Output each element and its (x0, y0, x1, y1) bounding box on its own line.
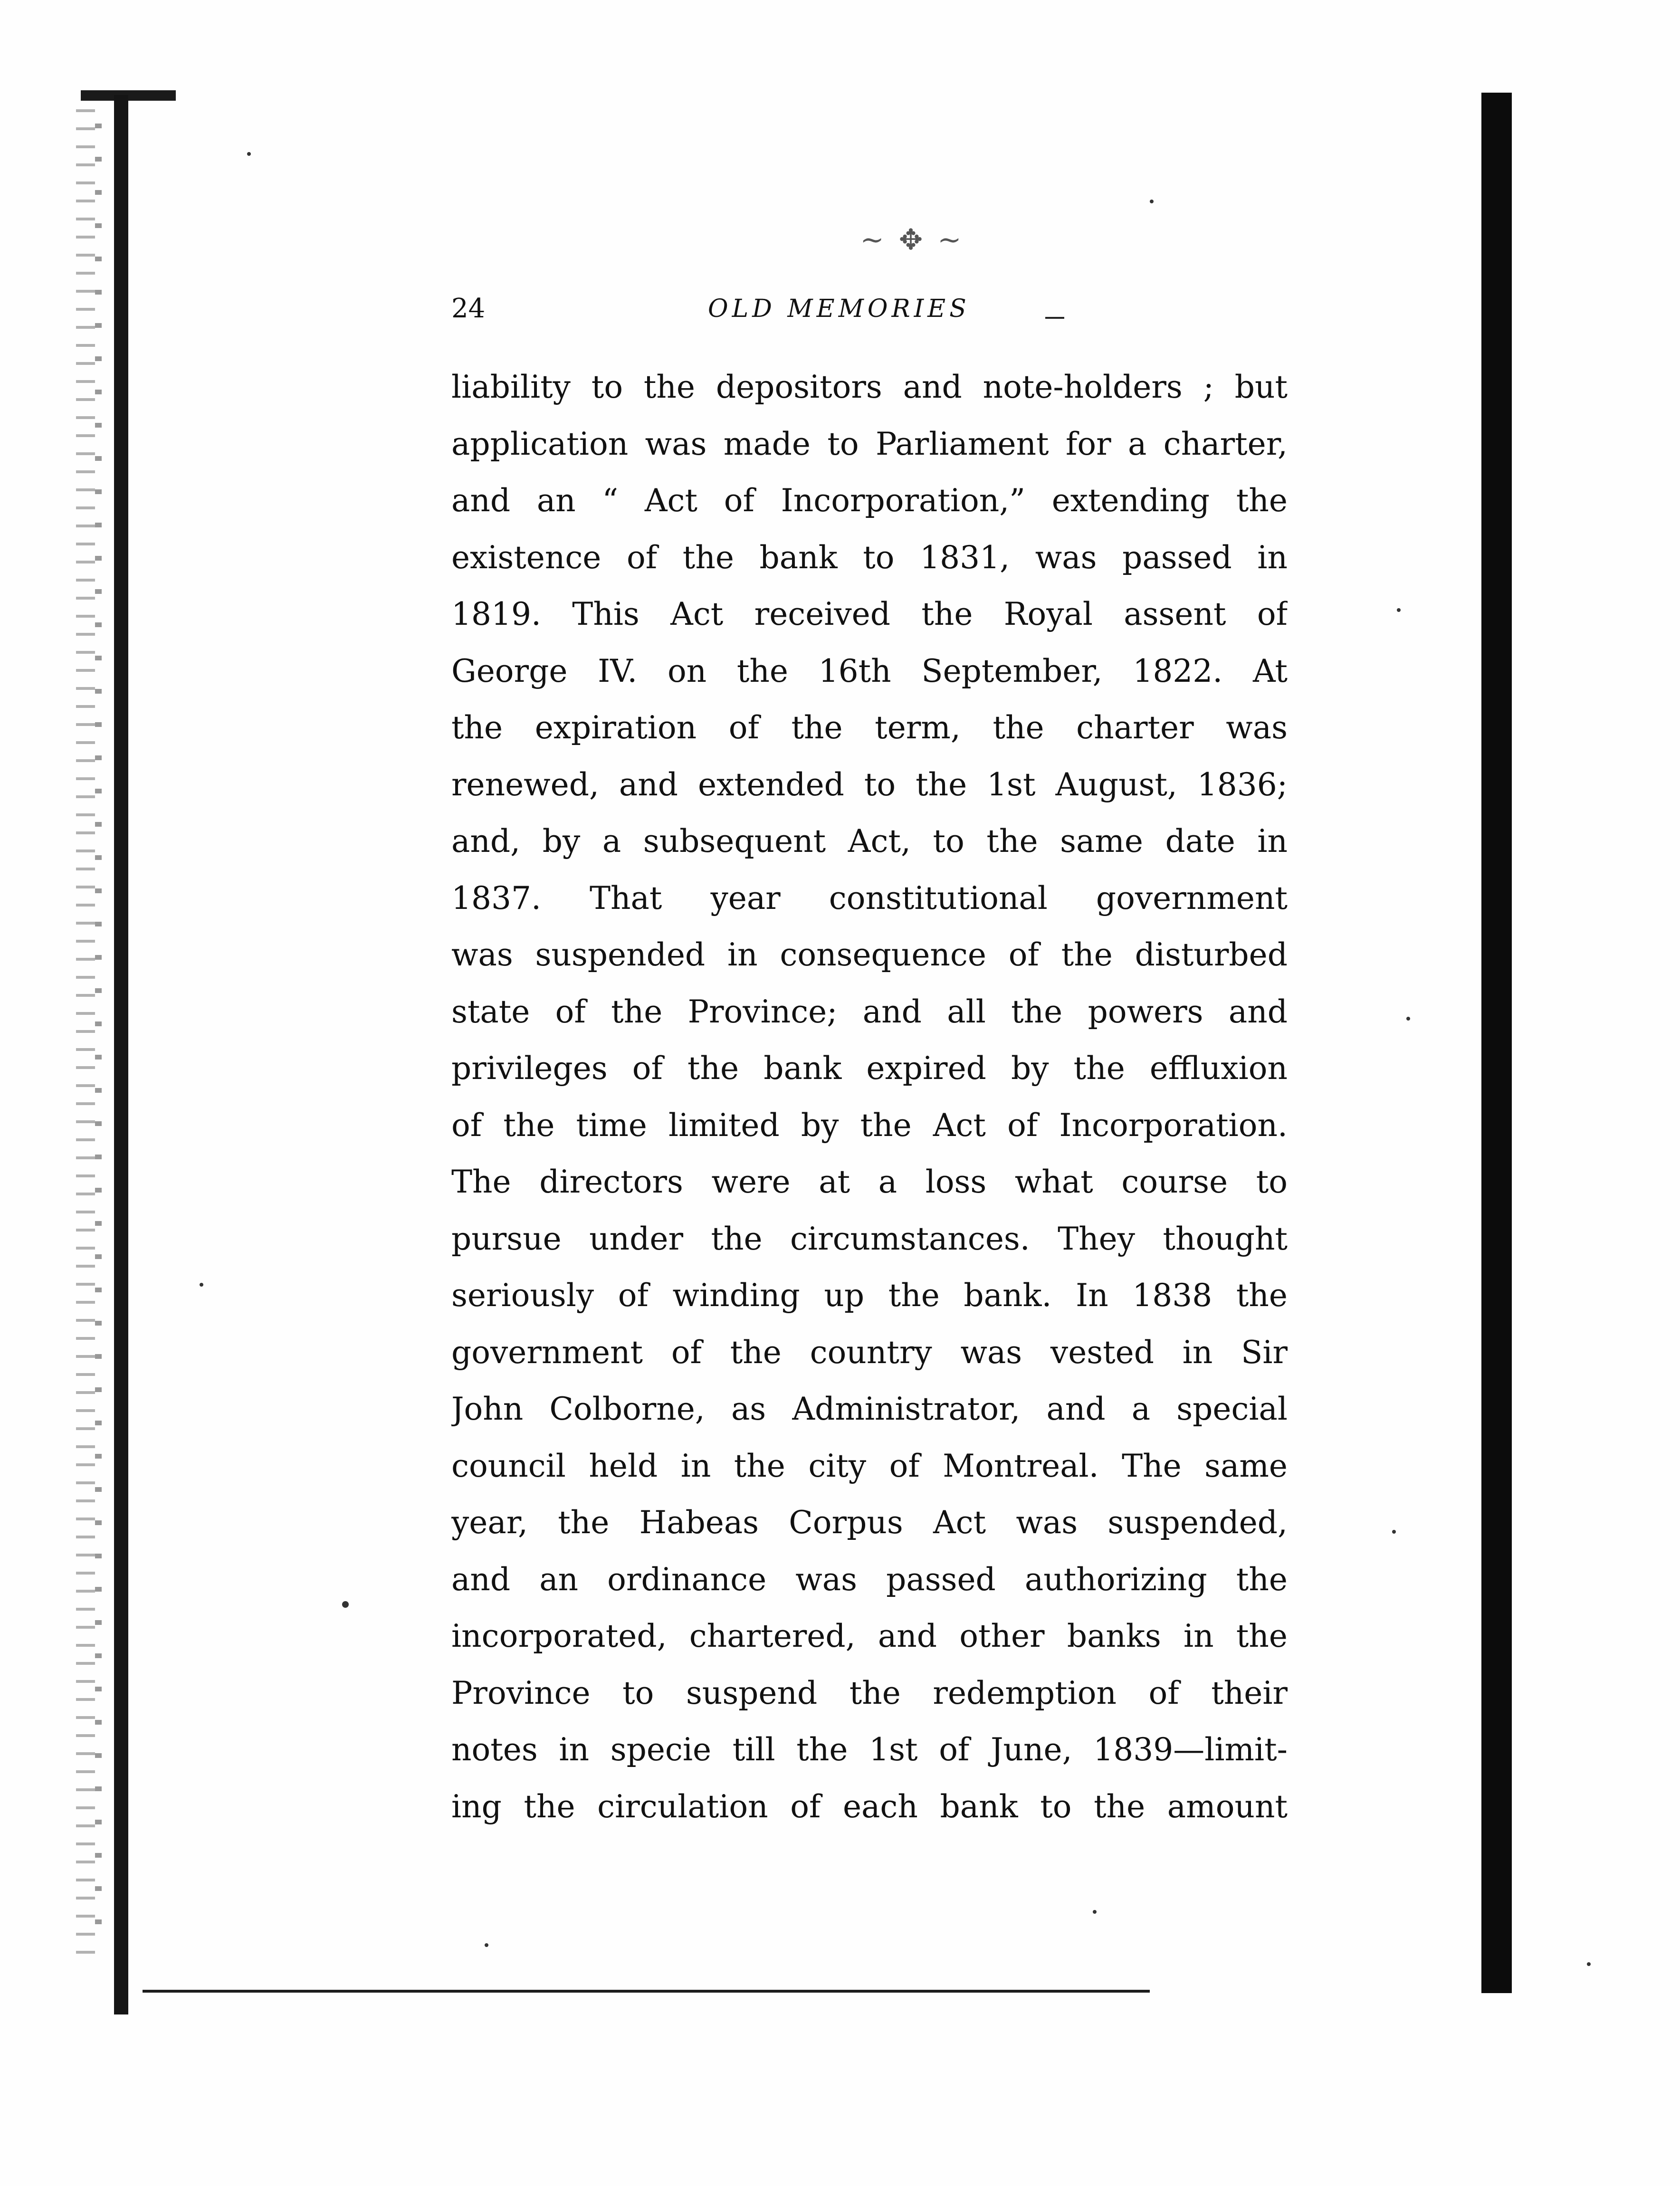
text-line: the expiration of the term, the charter was (451, 709, 1288, 746)
scan-edge-right-bar (1481, 93, 1512, 1993)
text-line: seriously of winding up the bank. In 1838 the (451, 1277, 1288, 1314)
text-line: liability to the depositors and note-holders ; but (451, 369, 1288, 405)
scan-speck (200, 1283, 203, 1287)
scan-edge-top-left (81, 90, 176, 101)
text-line: 1819. This Act received the Royal assent of (451, 596, 1288, 632)
text-line: Province to suspend the redemption of their (451, 1674, 1288, 1711)
scan-speck (485, 1943, 488, 1947)
ornament-icon: ~ ✥ ~ (860, 223, 964, 257)
running-title-rule (1045, 317, 1064, 319)
text-line: and an ordinance was passed authorizing the (451, 1561, 1288, 1598)
text-line: renewed, and extended to the 1st August, 1836; (451, 766, 1288, 803)
text-line: council held in the city of Montreal. The same (451, 1447, 1288, 1484)
scan-speck (1093, 1910, 1097, 1914)
text-line: application was made to Parliament for a charter, (451, 425, 1288, 462)
scan-speck (1587, 1962, 1591, 1966)
text-line: 1837. That year constitutional government (451, 879, 1288, 916)
text-line: pursue under the circumstances. They thought (451, 1220, 1288, 1257)
text-line: John Colborne, as Administrator, and a special (451, 1391, 1288, 1427)
text-line: government of the country was vested in Sir (451, 1334, 1288, 1371)
text-line: state of the Province; and all the powers and (451, 993, 1288, 1030)
text-line: George IV. on the 16th September, 1822. At (451, 652, 1288, 689)
text-line: and, by a subsequent Act, to the same date in (451, 823, 1288, 859)
scan-speck (247, 152, 251, 156)
running-title: OLD MEMORIES (708, 295, 970, 323)
text-line: ing the circulation of each bank to the amount (451, 1788, 1288, 1825)
scan-edge-bottom-rule (143, 1990, 1150, 1993)
page-number: 24 (451, 293, 486, 324)
text-line: privileges of the bank expired by the effluxion (451, 1050, 1288, 1087)
scan-speck (1150, 200, 1154, 203)
scan-edge-left-bar (114, 95, 128, 2014)
running-header (451, 287, 1288, 330)
scan-noise-left (76, 109, 95, 1962)
scan-speck (1406, 1017, 1410, 1021)
text-line: notes in specie till the 1st of June, 1839—limit- (451, 1731, 1288, 1768)
scan-speck (1397, 608, 1401, 612)
scan-noise-left-inner (95, 124, 102, 1953)
text-line: of the time limited by the Act of Incorporation. (451, 1107, 1288, 1144)
body-paragraph (451, 359, 1288, 1835)
text-line: incorporated, chartered, and other banks in the (451, 1618, 1288, 1654)
text-line: The directors were at a loss what course to (451, 1164, 1288, 1200)
text-line: and an “ Act of Incorporation,” extending the (451, 482, 1288, 519)
scan-speck (1392, 1530, 1396, 1534)
scan-speck (342, 1601, 349, 1608)
text-line: existence of the bank to 1831, was passed in (451, 539, 1288, 576)
text-line: year, the Habeas Corpus Act was suspended, (451, 1504, 1288, 1541)
text-line: was suspended in consequence of the disturbed (451, 936, 1288, 973)
